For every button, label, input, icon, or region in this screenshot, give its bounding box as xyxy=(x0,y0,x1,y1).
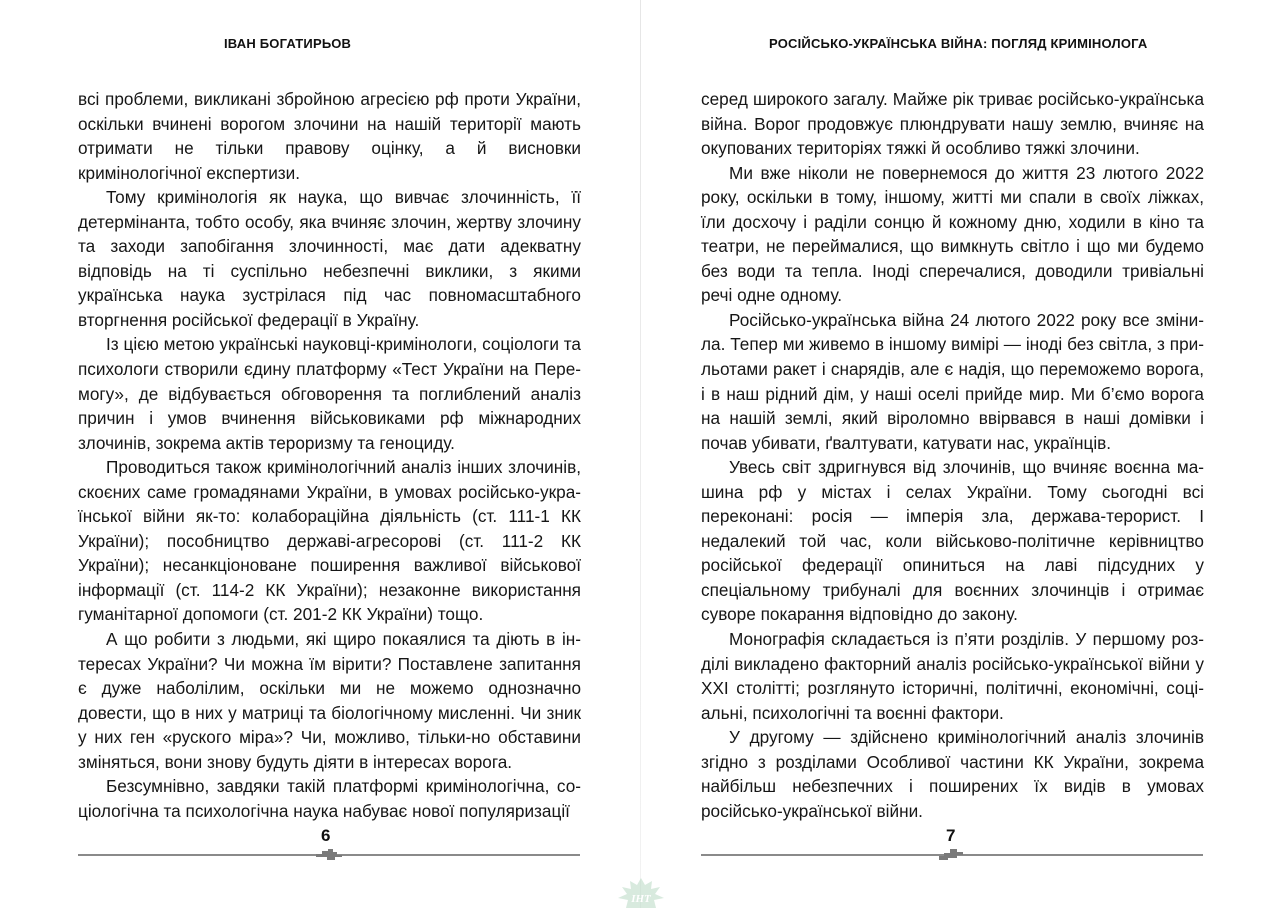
running-head-author: ІВАН БОГАТИРЬОВ xyxy=(224,36,352,51)
left-page-body xyxy=(78,87,581,823)
footer-ornament-icon xyxy=(316,848,342,860)
svg-text:ІНТ: ІНТ xyxy=(631,893,651,905)
left-page xyxy=(0,0,640,908)
paragraph: Безсумнівно, завдяки такій платформі кримінологічна, соціологічна та психологічна наука набуває нової популяризації xyxy=(78,776,581,821)
paragraph: Російсько-українська війна 24 лютого 2022 року все змінила. Тепер ми живемо в іншому вимірі — іноді без світла, з прильотами ракет і снарядів, але є надія, що переможемо ворога, і в наш рідний дім, у наші оселі прийде мир. Ми б’ємо ворога на нашій землі, який віроломно ввірвався в наші домівки і почав убивати, ґвалтувати, катувати нас, українців. xyxy=(701,309,1204,453)
paragraph: Із цією метою українські науковці-кримінологи, соціологи та психологи створили єдину платформу «Тест України на Перемогу», де відбувається обговорення та поглиблений аналіз причин і умов вчинення військовиками рф міжнародних злочинів, зокрема актів тероризму та геноциду. xyxy=(78,334,581,453)
footer-ornament-icon xyxy=(939,848,965,860)
paragraph: Увесь світ здригнувся від злочинів, що вчиняє воєнна машина рф у містах і селах України. Тому сьогодні всі переконані: росія — імперія зла, держава-терорист. І недалекий той час, коли військово-політичне керівництво російської федерації опиниться на лаві підсудних у спеціальному трибуналі для воєнних злочинців і отримає суворе покарання відповідно до закону. xyxy=(701,457,1204,625)
paragraph: Ми вже ніколи не повернемося до життя 23 лютого 2022 року, оскільки в тому, іншому, житті ми спали в своїх ліжках, їли досхочу і раділи сонцю й кожному дню, ходили в кіно та театри, не переймалися, що вимкнуть світло і що ми будемо без води та тепла. Іноді сперечалися, доводили тривіальні речі одне одному. xyxy=(701,162,1204,306)
paragraph: А що робити з людьми, які щиро покаялися та діють в інтересах України? Чи можна їм вірити? Поставлене запитання є дуже наболілим, оскільки ми не можемо однозначно довести, що в них у матриці та біологічному мисленні. Чи зник у них ген «руского міра»? Чи, можливо, тільки-но обставини зміняться, вони знову будуть діяти в інтересах ворога. xyxy=(78,629,581,772)
paragraph: Монографія складається із п’яти розділів. У першому розділі викладено факторний аналіз російсько-української війни у XXI столітті; розглянуто історичні, політичні, економічні, соціальні, психологічні та воєнні фактори. xyxy=(701,629,1204,723)
paragraph: У другому — здійснено кримінологічний аналіз злочинів згідно з розділами Особливої частини КК України, зокрема найбільш небезпечних і поширених їх видів в умовах російсько-української війни. xyxy=(701,727,1204,821)
page-number: 7 xyxy=(946,826,956,845)
paragraph: всі проблеми, викликані збройною агресією рф проти України, оскільки вчинені ворогом злочини на нашій території мають отримати не тільки правову оцінку, а й висновки кримінологічної експертизи. xyxy=(78,89,581,183)
page-number: 6 xyxy=(321,826,331,845)
running-head-title: РОСІЙСЬКО-УКРАЇНСЬКА ВІЙНА: ПОГЛЯД КРИМІНОЛОГА xyxy=(769,36,1148,51)
paragraph: Проводиться також кримінологічний аналіз інших злочинів, скоєних саме громадянами України, в умовах російсько-української війни як-то: колабораційна діяльність (ст. 111-1 КК України); пособництво державі-агресорові (ст. 111-2 КК України); несанкціоноване поширення важливої військової інформації (ст. 114-2 КК України); незаконне використання гуманітарної допомоги (ст. 201-2 КК України) тощо. xyxy=(78,457,581,625)
paragraph: серед широкого загалу. Майже рік триває російсько-українська війна. Ворог продовжує плюндрувати нашу землю, вчиняє на окупованих територіях тяжкі й особливо тяжкі злочини. xyxy=(701,89,1204,159)
right-page xyxy=(641,0,1280,908)
paragraph: Тому кримінологія як наука, що вивчає злочинність, її детермінанта, тобто особу, яка вчиняє злочин, жертву злочину та заходи запобігання злочинності, має дати адекватну відповідь на ті суспільно небезпечні виклики, з якими українська наука зустрілася під час повномасштабного вторгнення російської федерації в Україну. xyxy=(78,187,581,330)
watermark-logo-icon xyxy=(614,878,668,908)
right-page-body xyxy=(701,87,1204,823)
